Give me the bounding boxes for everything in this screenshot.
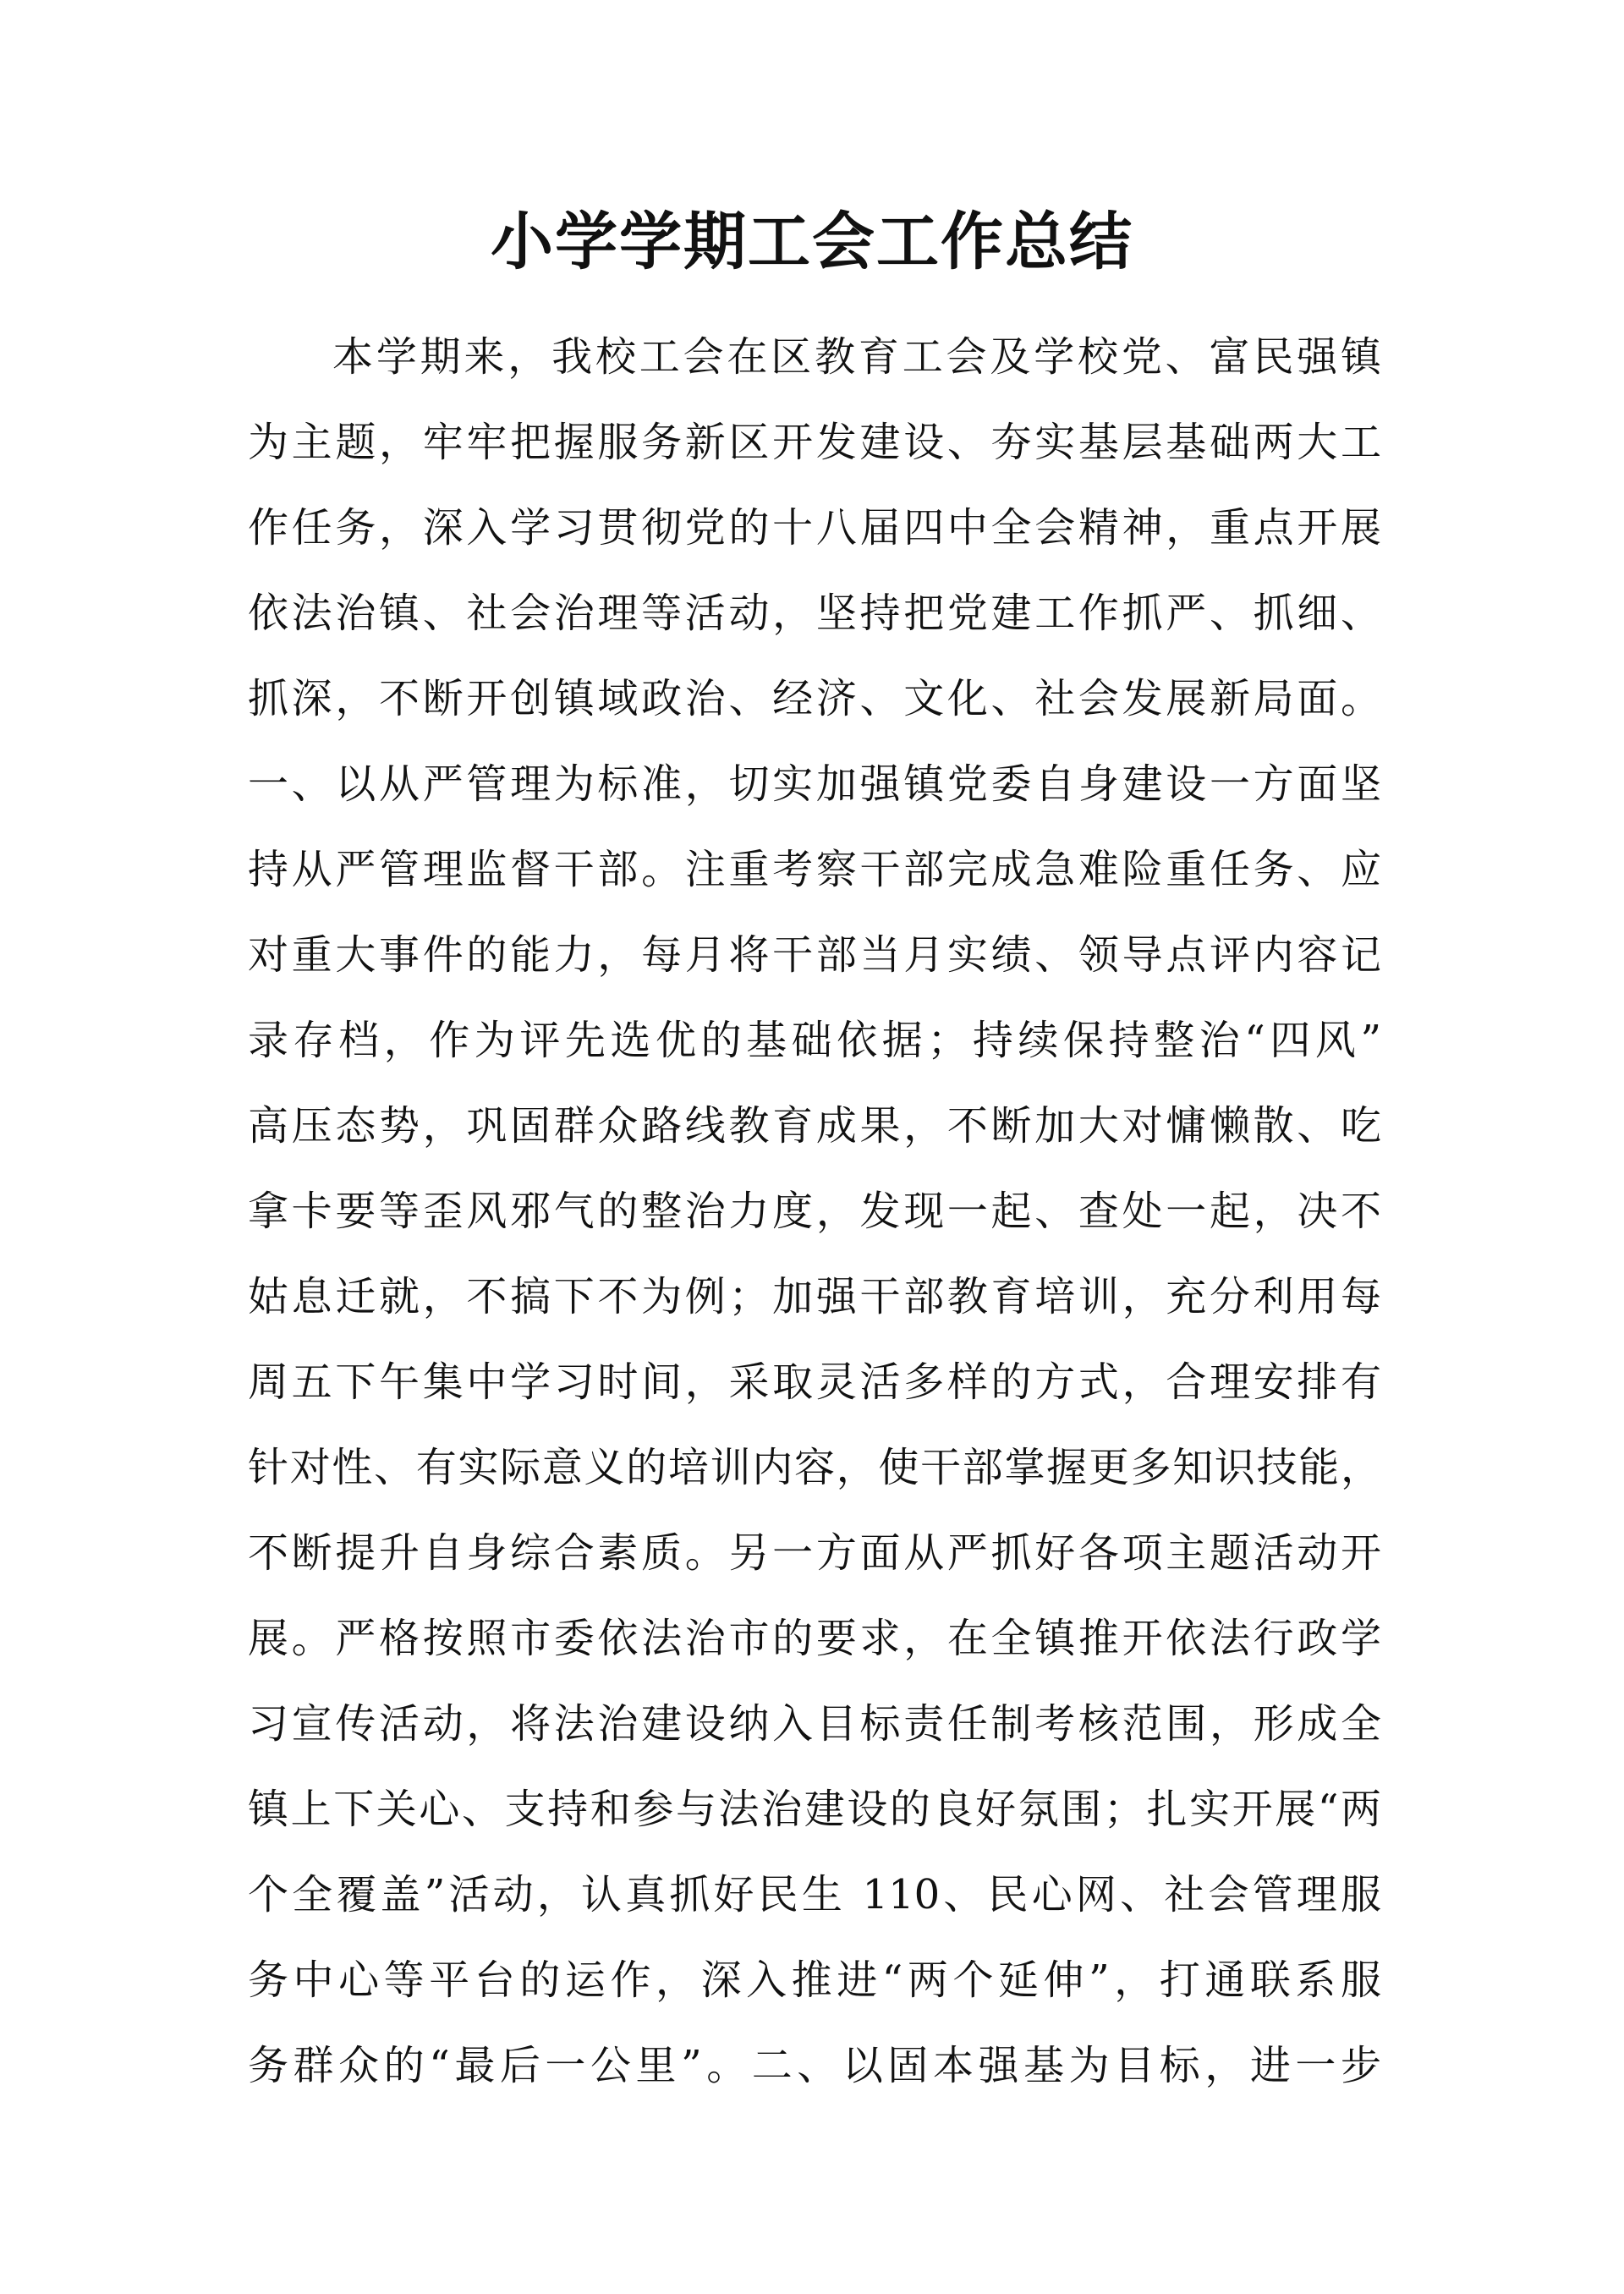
paragraph-line: 持从严管理监督干部。注重考察干部完成急难险重任务、应 xyxy=(248,846,1381,893)
paragraph-line: 展。严格按照市委依法治市的要求，在全镇推开依法行政学 xyxy=(248,1615,1381,1662)
paragraph-line: 针对性、有实际意义的培训内容，使干部掌握更多知识技能， xyxy=(248,1444,1381,1491)
paragraph-line: 高压态势，巩固群众路线教育成果，不断加大对慵懒散、吃 xyxy=(248,1102,1381,1150)
paragraph-line: 本学期来，我校工会在区教育工会及学校党、富民强镇 xyxy=(332,333,1381,381)
paragraph-line: 拿卡要等歪风邪气的整治力度，发现一起、查处一起，决不 xyxy=(248,1188,1381,1235)
paragraph-line: 姑息迁就，不搞下不为例；加强干部教育培训，充分利用每 xyxy=(248,1273,1381,1320)
paragraph-line: 对重大事件的能力，每月将干部当月实绩、领导点评内容记 xyxy=(248,931,1381,979)
paragraph-line: 一、以从严管理为标准，切实加强镇党委自身建设一方面坚 xyxy=(248,760,1381,808)
paragraph-line: 个全覆盖”活动，认真抓好民生 110、民心网、社会管理服 xyxy=(248,1871,1381,1918)
paragraph-line: 录存档，作为评先选优的基础依据；持续保持整治“四风” xyxy=(248,1017,1381,1064)
paragraph-line: 镇上下关心、支持和参与法治建设的良好氛围；扎实开展“两 xyxy=(248,1786,1381,1833)
paragraph-line: 为主题，牢牢把握服务新区开发建设、夯实基层基础两大工 xyxy=(248,419,1381,466)
paragraph-line: 务中心等平台的运作，深入推进“两个延伸”，打通联系服 xyxy=(248,1956,1381,2004)
paragraph-line: 习宣传活动，将法治建设纳入目标责任制考核范围，形成全 xyxy=(248,1700,1381,1748)
document-title: 小学学期工会工作总结 xyxy=(491,206,1133,278)
paragraph-line: 不断提升自身综合素质。另一方面从严抓好各项主题活动开 xyxy=(248,1529,1381,1577)
paragraph-line: 周五下午集中学习时间，采取灵活多样的方式，合理安排有 xyxy=(248,1358,1381,1406)
paragraph-line: 抓深，不断开创镇域政治、经济、文化、社会发展新局面。 xyxy=(248,675,1381,722)
paragraph-line: 务群众的“最后一公里”。二、以固本强基为目标，进一步 xyxy=(248,2042,1381,2089)
paragraph-line: 作任务，深入学习贯彻党的十八届四中全会精神，重点开展 xyxy=(248,504,1381,552)
paragraph-line: 依法治镇、社会治理等活动，坚持把党建工作抓严、抓细、 xyxy=(248,590,1381,637)
document-body xyxy=(248,315,1381,2109)
